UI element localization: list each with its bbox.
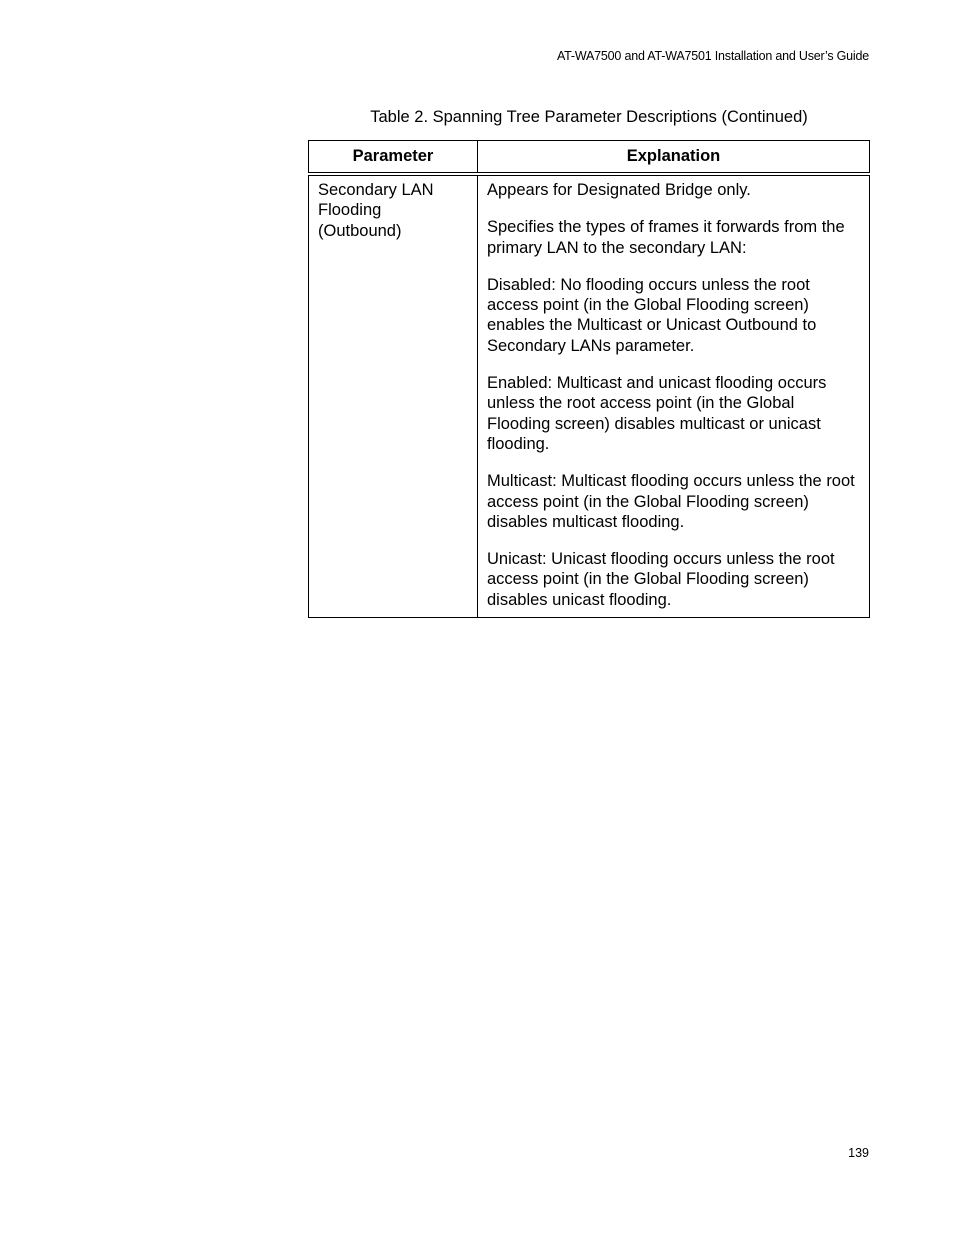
- table-row: [309, 174, 870, 618]
- explanation-paragraph: Specifies the types of frames it forwards from the primary LAN to the secondary LAN:: [487, 218, 845, 257]
- running-header: AT-WA7500 and AT-WA7501 Installation and User’s Guide: [556, 49, 869, 63]
- table-header-row: [309, 141, 870, 175]
- explanation-paragraph: Unicast: Unicast flooding occurs unless the root access point (in the Global Flooding screen) disables unicast flooding.: [487, 550, 835, 609]
- parameter-cell: Secondary LAN Flooding (Outbound): [309, 174, 478, 618]
- column-header-explanation: Explanation: [478, 141, 870, 175]
- explanation-paragraph: Disabled: No flooding occurs unless the root access point (in the Global Flooding screen) enables the Multicast or Unicast Outbound to Secondary LANs parameter.: [487, 275, 817, 355]
- page-number: 139: [848, 1146, 869, 1160]
- table-caption: Table 2. Spanning Tree Parameter Descriptions (Continued): [370, 108, 808, 126]
- explanation-paragraph: Appears for Designated Bridge only.: [487, 181, 751, 199]
- parameter-table: [308, 140, 870, 618]
- explanation-cell: [478, 174, 870, 618]
- explanation-paragraph: Enabled: Multicast and unicast flooding occurs unless the root access point (in the Global Flooding screen) disables multicast or unicast flooding.: [487, 374, 827, 453]
- explanation-paragraph: Multicast: Multicast flooding occurs unless the root access point (in the Global Flooding screen) disables multicast flooding.: [487, 472, 855, 531]
- column-header-parameter: Parameter: [309, 141, 478, 175]
